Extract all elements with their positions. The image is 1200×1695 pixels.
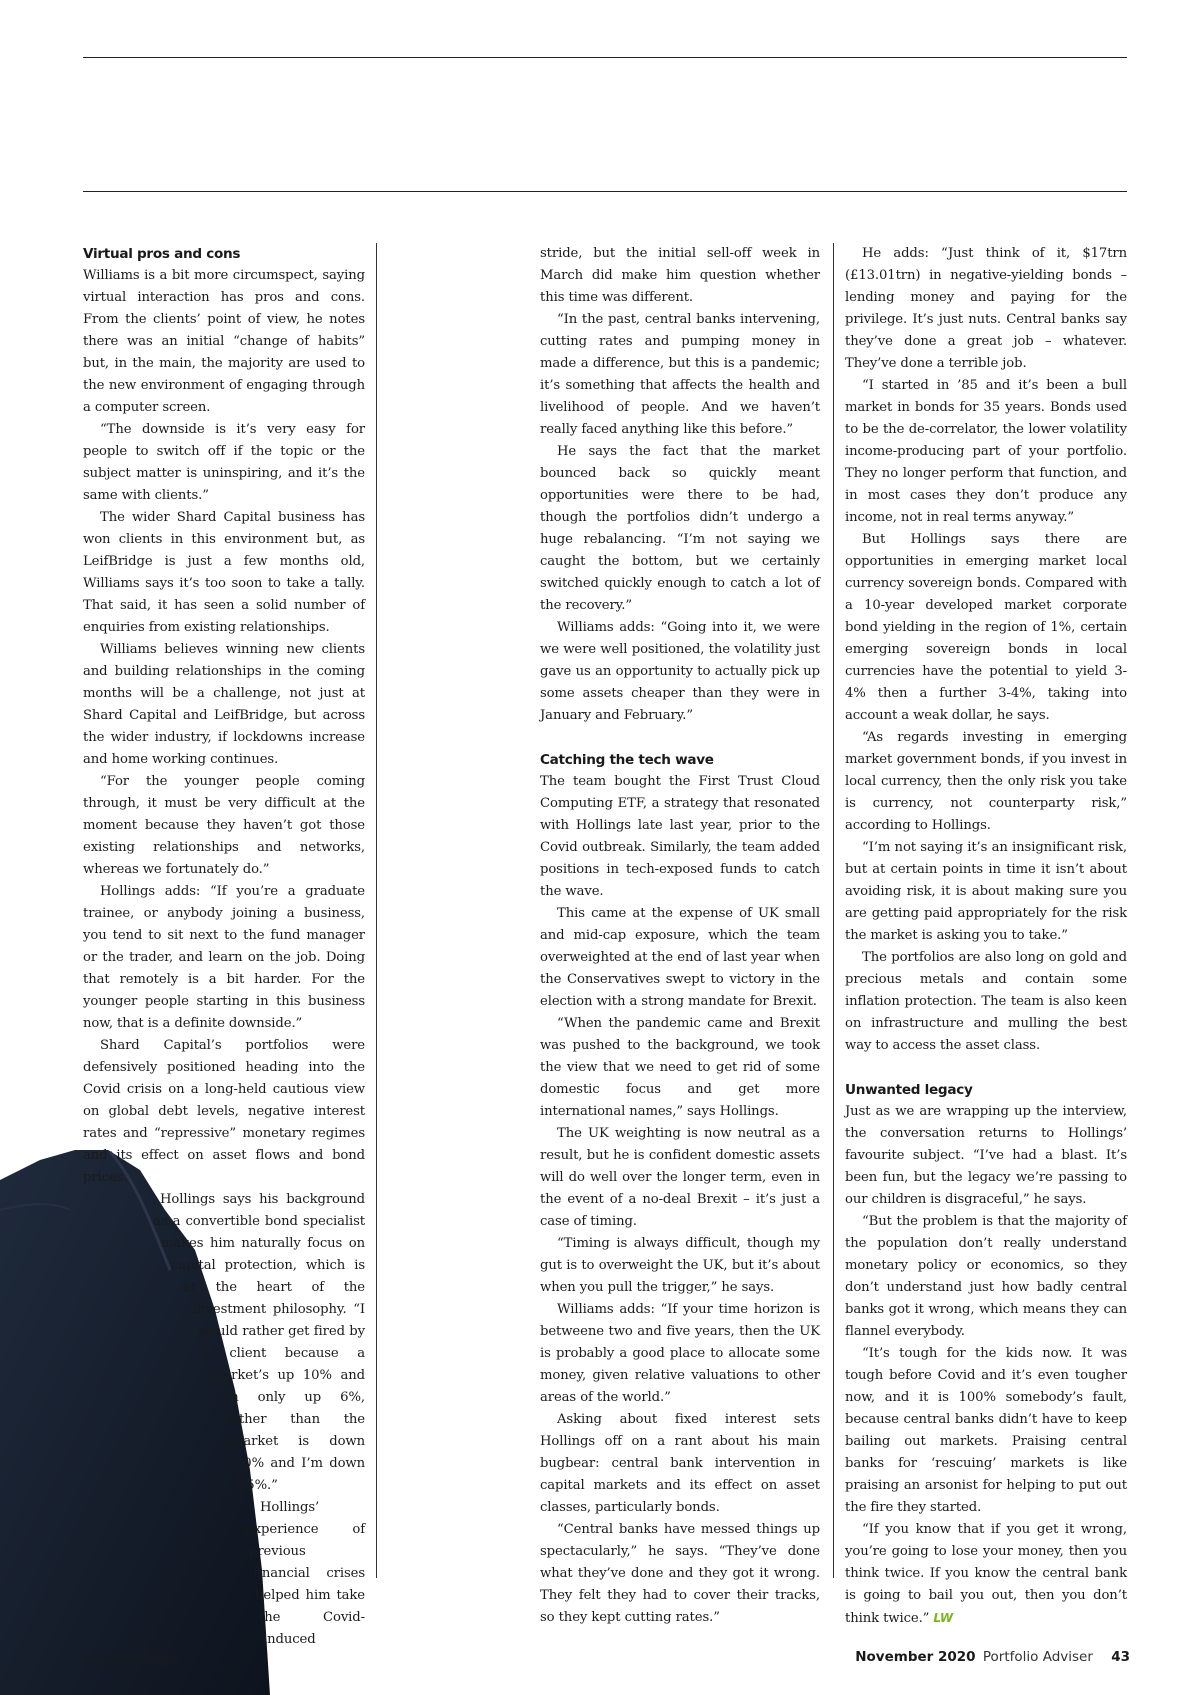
paragraph: Asking about fixed interest sets Hollings off on a rant about his main bugbear: central bank intervention in capital markets and its effect on asset classes, particularly bonds. [540, 1412, 820, 1515]
column-divider-right [833, 243, 834, 1578]
page-number: 43 [1111, 1649, 1130, 1665]
paragraph: “In the past, central banks intervening, cutting rates and pumping money in made a difference, but this is a pandemic; it’s something that affects the health and livelihood of people. And we haven’t really faced anything like this before.” [540, 312, 820, 437]
photo-text-wrap [83, 1189, 365, 1673]
page-footer [855, 1649, 1130, 1665]
paragraph: “I’m not saying it’s an insignificant risk, but at certain points in time it isn’t about avoiding risk, it is about making sure you are getting paid appropriately for the risk the market is asking you to take.” [845, 840, 1127, 943]
paragraph: Hollings says his background as a convertible bond specialist makes him naturally focus on capital protection, which is at the heart of the investment philosophy. “I would rather get fired by a client because a market’s up 10% and I’m only up 6%, rather than the market is down 20% and I’m down 25%.” [153, 1192, 365, 1493]
paragraph: Williams adds: “Going into it, we were we were well positioned, the volatility just gave us an opportunity to actually pick up some assets cheaper than they were in January and February.” [540, 620, 820, 723]
subheading-virtual-pros-cons: Virtual pros and cons [83, 246, 241, 262]
paragraph: “But the problem is that the majority of the population don’t really understand monetary policy or economics, so they don’t understand just how badly central banks got it wrong, which means they can flannel everybody. [845, 1214, 1127, 1339]
paragraph: This came at the expense of UK small and mid-cap exposure, which the team overweighted at the end of last year when the Conservatives swept to victory in the election with a strong mandate for Brexit. [540, 906, 820, 1009]
paragraph: “The downside is it’s very easy for people to switch off if the topic or the subject matter is uninspiring, and it’s the same with clients.” [83, 422, 365, 503]
magazine-name: Portfolio Adviser [982, 1649, 1093, 1665]
paragraph: Williams adds: “If your time horizon is betweene two and five years, then the UK is probably a good place to allocate some money, given relative valuations to other areas of the world.” [540, 1302, 820, 1405]
top-rule [83, 57, 1127, 58]
paragraph: Shard Capital’s portfolios were defensively positioned heading into the Covid crisis on a long-held cautious view on global debt levels, negative interest rates and “repressive” monetary regimes and its effect on asset flows and bond prices. [83, 1038, 365, 1185]
paragraph: “Central banks have messed things up spectacularly,” he says. “They’ve done what they’ve done and they got it wrong. They felt they had to cover their tracks, so they kept cutting rates.” [540, 1522, 820, 1625]
paragraph: Hollings adds: “If you’re a graduate trainee, or anybody joining a business, you tend to sit next to the fund manager or the trader, and learn on the job. Doing that remotely is a bit harder. For the younger people starting in this business now, that is a definite downside.” [83, 884, 365, 1031]
paragraph: “As regards investing in emerging market government bonds, if you invest in local currency, then the only risk you take is currency, not counterparty risk,” according to Hollings. [845, 730, 1127, 833]
paragraph: “Timing is always difficult, though my gut is to overweight the UK, but it’s about when you pull the trigger,” he says. [540, 1236, 820, 1295]
paragraph: The UK weighting is now neutral as a result, but he is confident domestic assets will do well over the longer term, even in the event of a no-deal Brexit – it’s just a case of timing. [540, 1126, 820, 1229]
article-column-3 [845, 243, 1127, 1630]
paragraph: The wider Shard Capital business has won clients in this environment but, as LeifBridge is just a few months old, Williams says it’s too soon to take a tally. That said, it has seen a solid number of enquiries from existing relationships. [83, 510, 365, 635]
paragraph: Hollings’ experience of previous financial crises helped him take the Covid-induced volatility in his [83, 1500, 365, 1669]
article-column-2 [540, 243, 820, 1629]
subheading-catching-tech-wave: Catching the tech wave [540, 752, 714, 768]
paragraph: Williams believes winning new clients and building relationships in the coming months will be a challenge, not just at Shard Capital and LeifBridge, but across the wider industry, if lockdowns increase and home working continues. [83, 642, 365, 767]
paragraph: “For the younger people coming through, it must be very difficult at the moment because they haven’t got those existing relationships and networks, whereas we fortunately do.” [83, 774, 365, 877]
paragraph-final-text: “If you know that if you get it wrong, you’re going to lose your money, then you think twice. If you know the central bank is going to bail you out, then you don’t think twice.” [845, 1522, 1127, 1626]
paragraph: Williams is a bit more circumspect, saying virtual interaction has pros and cons. From the clients’ point of view, he notes there was an initial “change of habits” but, in the main, the majority are used to the new environment of engaging through a computer screen. [83, 268, 365, 415]
author-signoff: LW [933, 1611, 954, 1625]
paragraph-final [845, 1519, 1127, 1630]
paragraph: The portfolios are also long on gold and precious metals and contain some inflation protection. The team is also keen on infrastructure and mulling the best way to access the asset class. [845, 950, 1127, 1053]
paragraph: “It’s tough for the kids now. It was tough before Covid and it’s even tougher now, and it is 100% somebody’s fault, because central banks didn’t have to keep bailing out markets. Praising central banks for ‘rescuing’ markets is like praising an arsonist for helping to put out the fire they started. [845, 1346, 1127, 1515]
subheading-unwanted-legacy: Unwanted legacy [845, 1082, 973, 1098]
header-rule [83, 191, 1127, 192]
paragraph: The team bought the First Trust Cloud Computing ETF, a strategy that resonated with Hollings late last year, prior to the Covid outbreak. Similarly, the team added positions in tech-exposed funds to catch the wave. [540, 774, 820, 899]
paragraph: But Hollings says there are opportunities in emerging market local currency sovereign bonds. Compared with a 10-year developed market corporate bond yielding in the region of 1%, certain emerging sovereign bonds in local currencies have the potential to yield 3-4% then a further 3-4%, taking into account a weak dollar, he says. [845, 532, 1127, 723]
paragraph: “I started in ’85 and it’s been a bull market in bonds for 35 years. Bonds used to be the de-correlator, the lower volatility income-producing part of your portfolio. They no longer perform that function, and in most cases they don’t produce any income, not in real terms anyway.” [845, 378, 1127, 525]
article-column-1 [83, 243, 365, 1673]
paragraph: He says the fact that the market bounced back so quickly meant opportunities were there to be had, though the portfolios didn’t undergo a huge rebalancing. “I’m not saying we caught the bottom, but we certainly switched quickly enough to catch a lot of the recovery.” [540, 444, 820, 613]
paragraph: stride, but the initial sell-off week in March did make him question whether this time was different. [540, 246, 820, 305]
column-divider-left [376, 243, 377, 1578]
paragraph: “When the pandemic came and Brexit was pushed to the background, we took the view that we need to get rid of some domestic focus and get more international names,” says Hollings. [540, 1016, 820, 1119]
paragraph: He adds: “Just think of it, $17trn (£13.01trn) in negative-yielding bonds – lending money and paying for the privilege. It’s just nuts. Central banks say they’ve done a great job – whatever. They’ve done a terrible job. [845, 246, 1127, 371]
issue-date: November 2020 [855, 1649, 976, 1665]
paragraph: Just as we are wrapping up the interview, the conversation returns to Hollings’ favourite subject. “I’ve had a blast. It’s been fun, but the legacy we’re passing to our children is disgraceful,” he says. [845, 1104, 1127, 1207]
